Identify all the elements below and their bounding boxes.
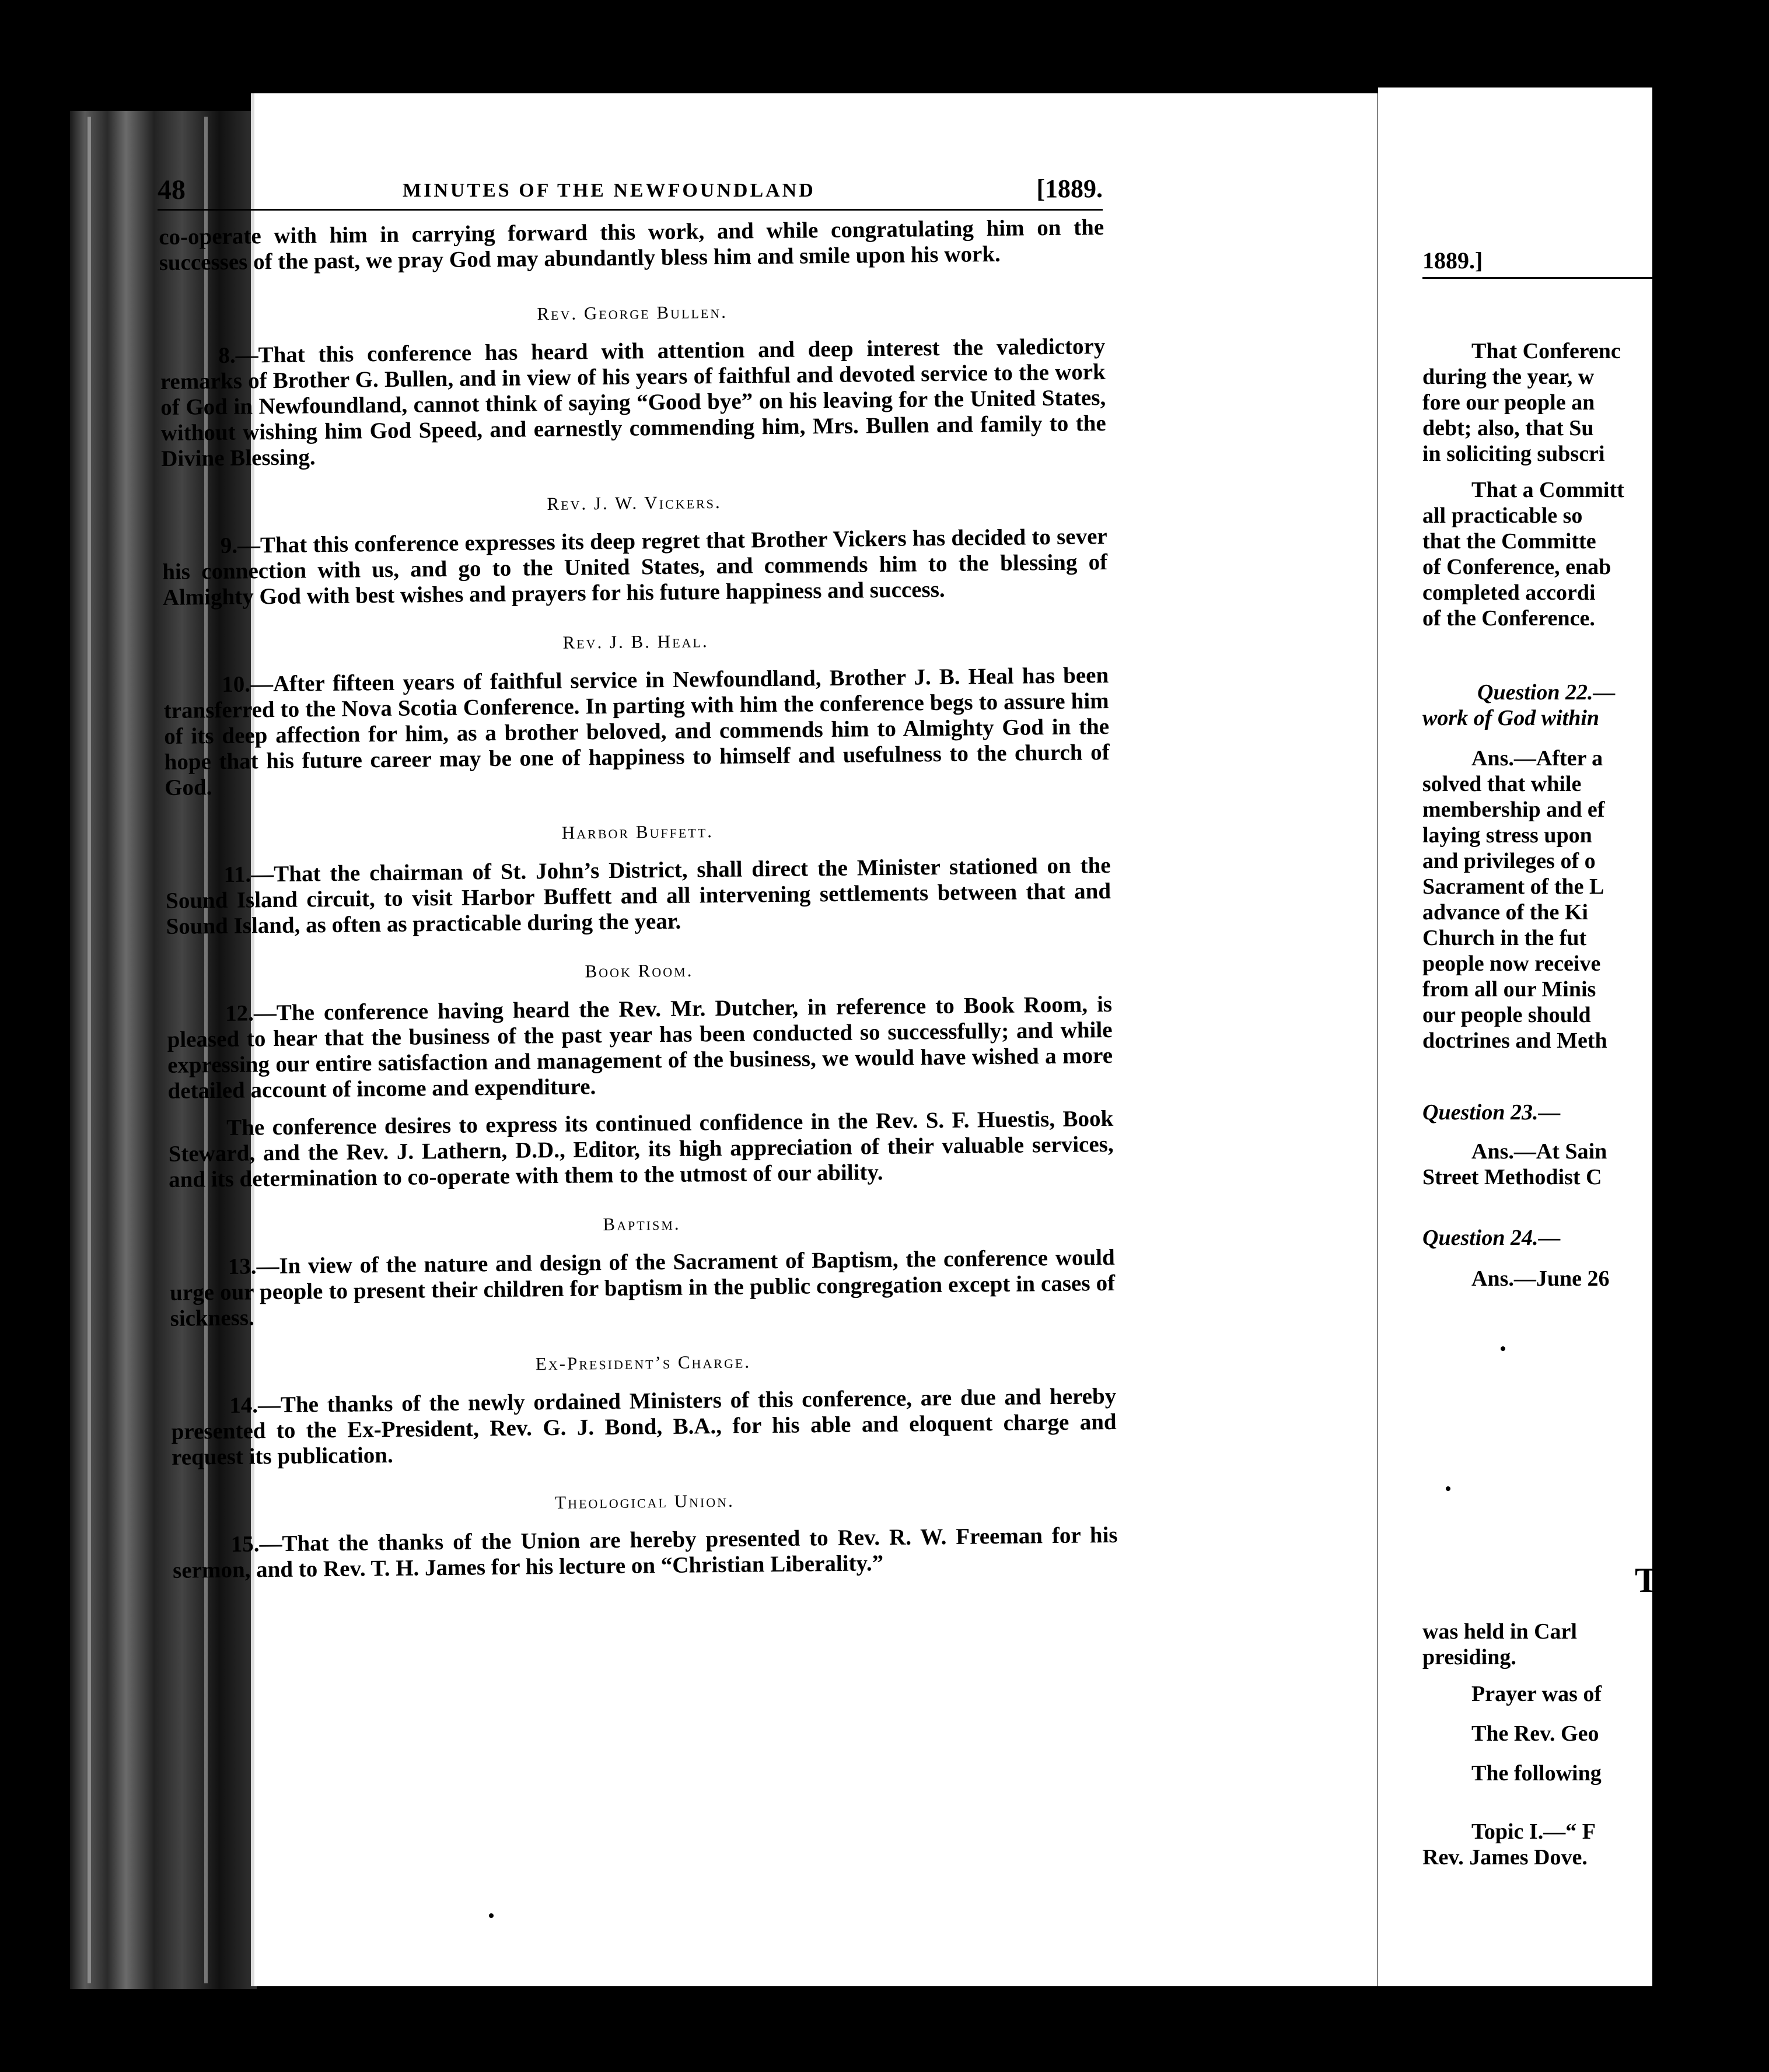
right-line: solved that while	[1422, 772, 1582, 796]
right-line: advance of the Ki	[1422, 900, 1588, 925]
right-line: Ans.—At Sain	[1471, 1139, 1607, 1164]
right-line: Rev. James Dove.	[1422, 1845, 1588, 1870]
right-line: from all our Minis	[1422, 977, 1596, 1002]
right-line: and privileges of o	[1422, 849, 1596, 873]
right-line: Question 24.—	[1422, 1226, 1561, 1250]
right-line: debt; also, that Su	[1422, 416, 1594, 440]
right-line: completed accordi	[1422, 580, 1596, 605]
ink-speck	[1446, 1486, 1450, 1491]
right-line: Question 23.—	[1422, 1100, 1561, 1125]
section-heading: Rev. J. B. Heal.	[562, 631, 709, 653]
section-heading: Rev. George Bullen.	[537, 301, 728, 324]
right-line: in soliciting subscri	[1422, 442, 1605, 466]
right-page	[1378, 88, 1659, 1986]
section-heading: Ex-President’s Charge.	[535, 1351, 751, 1374]
right-line: that the Committe	[1422, 529, 1596, 554]
ink-speck	[489, 1913, 494, 1918]
right-line: That a Committ	[1471, 478, 1624, 502]
right-line: The following	[1471, 1761, 1602, 1786]
running-title: MINUTES OF THE NEWFOUNDLAND	[403, 180, 816, 201]
right-line: fore our people an	[1422, 390, 1595, 415]
right-line: membership and ef	[1422, 797, 1605, 822]
section-heading: Harbor Buffett.	[561, 821, 714, 843]
header-year: [1889.	[1036, 174, 1103, 203]
right-line: people now receive	[1422, 951, 1601, 976]
right-line: Street Methodist C	[1422, 1165, 1602, 1189]
resolution-paragraph: 14.—The thanks of the newly ordained Ministers of this conference, are due and hereby presented to the Ex-President, Rev. G. J. Bond, B.A., for his able and eloquent charge and request its publication.	[171, 1383, 1117, 1470]
right-line: during the year, w	[1422, 365, 1595, 389]
right-line: Ans.—June 26	[1471, 1266, 1610, 1291]
section-heading: Book Room.	[585, 960, 694, 982]
resolution-paragraph: 11.—That the chairman of St. John’s District, shall direct the Minister stationed on the Sound Island circuit, to visit Harbor Buffett and all intervening settlements between that and Sound Island, as often as practicable during the year.	[165, 852, 1111, 939]
right-line: was held in Carl	[1422, 1619, 1577, 1644]
resolution-paragraph: 15.—That the thanks of the Union are hereby presented to Rev. R. W. Freeman for his sermon, and to Rev. T. H. James for his lecture on “Christian Liberality.”	[172, 1522, 1118, 1583]
right-line: laying stress upon	[1422, 823, 1592, 848]
right-page-title-initial: T	[1635, 1561, 1659, 1600]
right-page-header	[1422, 247, 1656, 279]
right-line: Topic I.—“ F	[1471, 1819, 1596, 1844]
resolution-paragraph: The conference desires to express its continued confidence in the Rev. S. F. Huestis, Book Steward, and the Rev. J. Lathern, D.D., Editor, its high appreciation of their valuable services, and its determination to co-operate with them to the utmost of our ability.	[168, 1105, 1114, 1192]
page-number: 48	[158, 174, 186, 205]
right-line: our people should	[1422, 1003, 1591, 1027]
resolution-paragraph: 9.—That this conference expresses its deep regret that Brother Vickers has decided to sever his connection with us, and go to the United States, and commends him to the blessing of Almighty God with best wishes and prayers for his future happiness and success.	[162, 524, 1108, 610]
right-line: Question 22.—	[1477, 680, 1616, 705]
resolution-paragraph: 13.—In view of the nature and design of the Sacrament of Baptism, the conference would urge our people to present their children for baptism in the public congregation except in cases of sickness.	[169, 1244, 1116, 1331]
resolution-paragraph: 10.—After fifteen years of faithful service in Newfoundland, Brother J. B. Heal has been transferred to the Nova Scotia Conference. In parting with him the conference begs to assure him of its deep affection for him, as a brother beloved, and commends him to Almighty God in the hope that his future career may be one of happiness to himself and usefulness to the church of God.	[163, 662, 1110, 800]
right-line: The Rev. Geo	[1471, 1721, 1599, 1746]
page-body	[159, 215, 1118, 1584]
resolution-paragraph: 8.—That this conference has heard with attention and deep interest the valedictory remarks of Brother G. Bullen, and in view of his years of faithful and devoted service to the work of God in Newfoundland, cannot think of saying “Good bye” on his leaving for the United States, without wishing him God Speed, and earnestly commending him, Mrs. Bullen and family to the Divine Blessing.	[160, 334, 1106, 471]
resolution-paragraph: 12.—The conference having heard the Rev. Mr. Dutcher, in reference to Book Room, is pleased to hear that the business of the past year has been conducted so successfully; and while expressing our entire satisfaction and management of the business, we would have wished a more detailed account of income and expenditure.	[167, 991, 1113, 1104]
right-header-year: 1889.]	[1422, 247, 1483, 274]
right-line: Prayer was of	[1471, 1682, 1602, 1706]
section-heading: Baptism.	[603, 1213, 681, 1235]
ink-speck	[1501, 1346, 1505, 1351]
right-line: That Conferenc	[1471, 339, 1621, 363]
right-line: work of God within	[1422, 706, 1600, 730]
right-line: presiding.	[1422, 1645, 1516, 1670]
right-line: of Conference, enab	[1422, 555, 1611, 579]
page-header	[158, 174, 1103, 211]
right-line: of the Conference.	[1422, 606, 1595, 631]
right-line: Ans.—After a	[1471, 746, 1603, 771]
right-line: Church in the fut	[1422, 926, 1587, 950]
right-line: Sacrament of the L	[1422, 874, 1604, 899]
page-edge-line	[88, 117, 91, 1983]
right-line: all practicable so	[1422, 503, 1583, 528]
section-heading: Theological Union.	[554, 1490, 735, 1513]
section-heading: Rev. J. W. Vickers.	[547, 491, 722, 514]
right-line: doctrines and Meth	[1422, 1028, 1607, 1053]
opening-paragraph: co-operate with him in carrying forward this work, and while congratulating him on the successes of the past, we pray God may abundantly bless him and smile upon his work.	[159, 215, 1104, 275]
